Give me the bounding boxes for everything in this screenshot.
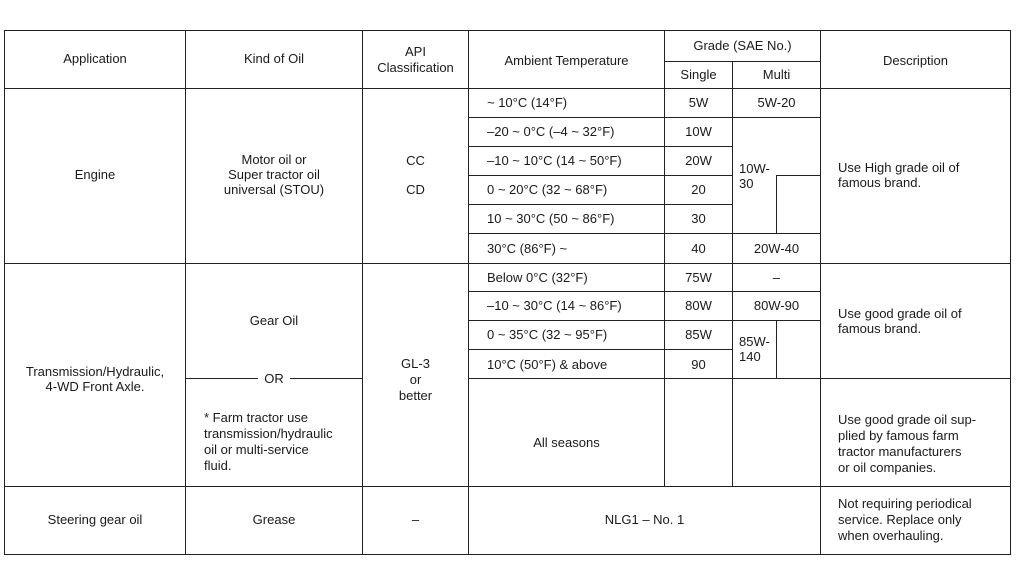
engine-description-line1: Use High grade oil of [838, 160, 960, 175]
transmission-multi-85w140-line1: 85W- [739, 334, 770, 349]
engine-temp-row-4: 0 ~ 20°C (32 ~ 68°F) [487, 182, 608, 197]
transmission-description2-line2: plied by famous farm [838, 428, 959, 443]
transmission-description2-line1: Use good grade oil sup- [838, 412, 977, 427]
transmission-single-row-2: 80W [685, 298, 712, 313]
engine-kind-line3: universal (STOU) [223, 182, 325, 197]
transmission-api-line1: GL-3 [401, 356, 430, 371]
transmission-kind-note-line3: oil or multi-service [204, 442, 309, 457]
engine-single-row-1: 5W [688, 95, 709, 110]
steering-application: Steering gear oil [47, 512, 143, 527]
transmission-temp-row-4: 10°C (50°F) & above [487, 357, 608, 372]
steering-description-line1: Not requiring periodical [838, 496, 972, 511]
transmission-application-line1: Transmission/Hydraulic, [25, 364, 165, 379]
engine-kind-line2: Super tractor oil [228, 167, 320, 182]
header-kind-of-oil: Kind of Oil [244, 51, 304, 66]
transmission-single-row-4: 90 [691, 357, 706, 372]
header-description: Description [882, 53, 949, 68]
steering-temperature: NLG1 – No. 1 [604, 512, 685, 527]
engine-kind-line1: Motor oil or [241, 152, 307, 167]
engine-single-row-5: 30 [691, 211, 706, 226]
transmission-temp-row-1: Below 0°C (32°F) [487, 270, 588, 285]
engine-temp-row-3: –10 ~ 10°C (14 ~ 50°F) [487, 153, 622, 168]
header-application: Application [63, 51, 127, 66]
transmission-kind-or: OR [264, 371, 284, 386]
engine-description-line2: famous brand. [838, 175, 922, 190]
transmission-kind-note-line4: fluid. [204, 458, 232, 473]
engine-application: Engine [74, 167, 116, 182]
engine-temp-row-6: 30°C (86°F) ~ [487, 241, 568, 256]
steering-api: – [411, 512, 420, 527]
engine-api-cc: CC [406, 153, 425, 168]
transmission-single-row-1: 75W [685, 270, 712, 285]
transmission-temp-row-3: 0 ~ 35°C (32 ~ 95°F) [487, 327, 608, 342]
transmission-single-row-3: 85W [685, 327, 712, 342]
header-grade: Grade (SAE No.) [693, 38, 792, 53]
transmission-kind-note-line1: * Farm tractor use [204, 410, 309, 425]
header-single: Single [680, 67, 717, 82]
transmission-multi-85w140-line2: 140 [739, 349, 761, 364]
engine-multi-5w20: 5W-20 [757, 95, 796, 110]
transmission-kind-note-line2: transmission/hydraulic [204, 426, 333, 441]
transmission-api-line3: better [398, 388, 433, 403]
engine-temp-row-2: –20 ~ 0°C (–4 ~ 32°F) [487, 124, 615, 139]
steering-kind: Grease [252, 512, 296, 527]
transmission-kind-gear-oil: Gear Oil [249, 313, 299, 328]
header-api-line1: API [405, 44, 426, 59]
engine-multi-10w30-line2: 30 [739, 176, 754, 191]
engine-single-row-2: 10W [685, 124, 712, 139]
transmission-description2-line3: tractor manufacturers [838, 444, 962, 459]
engine-temp-row-1: ~ 10°C (14°F) [487, 95, 568, 110]
engine-temp-row-5: 10 ~ 30°C (50 ~ 86°F) [487, 211, 615, 226]
transmission-description2-line4: or oil companies. [838, 460, 937, 475]
transmission-multi-row-1: – [772, 270, 781, 285]
transmission-description-line1: Use good grade oil of [838, 306, 962, 321]
transmission-temp-row-2: –10 ~ 30°C (14 ~ 86°F) [487, 298, 622, 313]
engine-single-row-3: 20W [685, 153, 712, 168]
steering-description-line2: service. Replace only [838, 512, 962, 527]
engine-multi-20w40: 20W-40 [753, 241, 800, 256]
transmission-api-line2: or [409, 372, 422, 387]
header-api-line2: Classification [377, 60, 454, 75]
transmission-application-line2: 4-WD Front Axle. [45, 379, 145, 394]
transmission-multi-row-2: 80W-90 [753, 298, 800, 313]
engine-single-row-4: 20 [691, 182, 706, 197]
transmission-description-line2: famous brand. [838, 321, 922, 336]
header-multi: Multi [762, 67, 791, 82]
steering-description-line3: when overhauling. [838, 528, 944, 543]
engine-multi-10w30-line1: 10W- [739, 161, 770, 176]
transmission-all-seasons: All seasons [533, 435, 600, 450]
header-ambient-temperature: Ambient Temperature [504, 53, 629, 68]
engine-single-row-6: 40 [691, 241, 706, 256]
engine-api-cd: CD [406, 182, 425, 197]
